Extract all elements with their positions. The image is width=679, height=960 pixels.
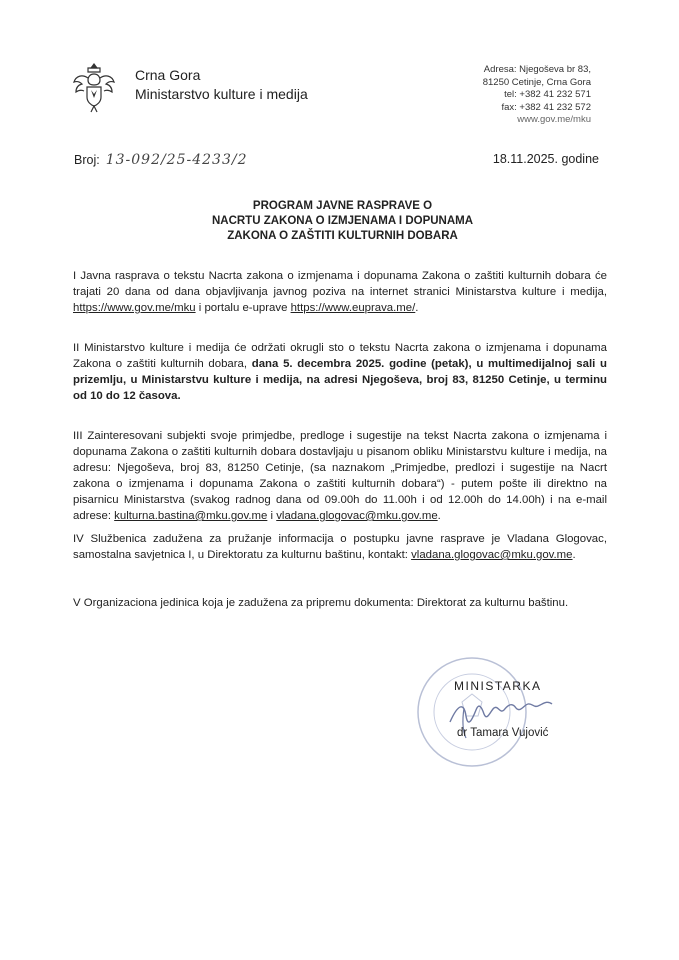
title-line-3: ZAKONA O ZAŠTITI KULTURNIH DOBARA [227, 230, 458, 242]
title-line-1: PROGRAM JAVNE RASPRAVE O [252, 200, 433, 212]
contact-fax: fax: +382 41 232 572 [501, 101, 591, 113]
reference-label: Broj: [74, 153, 100, 167]
section-3-joiner: i [267, 510, 277, 522]
section-1-text: I Javna rasprava o tekstu Nacrta zakona o izmjenama i dopunama Zakona o zaštiti kulturnih dobara će trajati 20 dana od dana objavljivanja javnog poziva na internet stranici Ministarstva kulture i medija, [73, 270, 607, 298]
section-2-bold-text: dana 5. decembra 2025. godine (petak), u multimedijalnoj sali u prizemlju, u Ministarstvu kulture i medija, na adresi Njegoševa, broj 83, 81250 Cetinje, u terminu od 10 do 12 časova. [73, 358, 607, 402]
section-1-text-end: . [415, 302, 419, 314]
contact-address: Adresa: Njegoševa br 83, [483, 64, 591, 75]
signatory-name: dr Tamara Vujović [457, 727, 549, 739]
section-4-text: IV Službenica zadužena za pružanje informacija o postupku javne rasprave je Vladana Glogovac, samostalna savjetnica I, u Direktoratu za kulturnu baštinu, kontakt: [73, 533, 607, 561]
section-4-end: . [572, 549, 576, 561]
contact-tel: tel: +382 41 232 571 [504, 89, 591, 100]
ministry-name: Ministarstvo kulture i medija [135, 86, 308, 102]
title-line-2: NACRTU ZAKONA O IZMJENAMA I DOPUNAMA [211, 215, 474, 227]
reference-handwritten-number: 13-092/25-4233/2 [105, 152, 248, 168]
section-1 [73, 268, 607, 316]
reference-number [74, 152, 247, 168]
contact-block [483, 64, 591, 127]
section-2 [73, 340, 607, 404]
contact-web: www.gov.me/mku [517, 114, 591, 125]
link-euprava[interactable]: https://www.euprava.me/ [290, 302, 416, 314]
section-3 [73, 428, 607, 524]
contact-city: 81250 Cetinje, Crna Gora [482, 76, 591, 88]
email-vladana-glogovac[interactable]: vladana.glogovac@mku.gov.me [276, 510, 438, 522]
document-date: 18.11.2025. godine [492, 152, 599, 166]
section-5: V Organizaciona jedinica koja je zadužena za pripremu dokumenta: Direktorat za kulturnu baštinu. [73, 597, 569, 609]
section-1-text-between: i portalu e-uprave [195, 302, 291, 314]
section-2-text: II Ministarstvo kulture i medija će održati okrugli sto o tekstu Nacrta zakona o izmjenama i dopunama Zakona o zaštiti kulturnih dobara, [73, 342, 607, 370]
signature-title: MINISTARKA [454, 679, 542, 693]
section-3-text: III Zainteresovani subjekti svoje primjedbe, predloge i sugestije na tekst Nacrta zakona o izmjenama i dopunama Zakona o zaštiti kulturnih dobara dostavljaju u pisanom obliku Ministarstvu kulture i medija, na adresu: Njegoševa, broj 83, 81250 Cetinje, (sa naznakom „Primjedbe, predlozi i sugestije na Nacrt zakona o izmjenama i dopunama Zakona o zaštiti kulturnih dobara“) - putem pošte ili direktno na pisarnicu Ministarstva (svakog radnog dana od 09.00h do 11.00h i od 12.00h do 14.00h) i na e-mail adrese: [73, 430, 607, 522]
organization-name [135, 66, 308, 104]
coat-of-arms-icon [70, 60, 118, 116]
email-kulturna-bastina[interactable]: kulturna.bastina@mku.gov.me [114, 510, 268, 522]
document-title [0, 199, 679, 244]
email-contact-vladana[interactable]: vladana.glogovac@mku.gov.me [411, 549, 573, 561]
section-3-end: . [437, 510, 441, 522]
link-gov-mku[interactable]: https://www.gov.me/mku [73, 302, 196, 314]
section-4 [73, 531, 607, 563]
country-name: Crna Gora [135, 67, 201, 83]
